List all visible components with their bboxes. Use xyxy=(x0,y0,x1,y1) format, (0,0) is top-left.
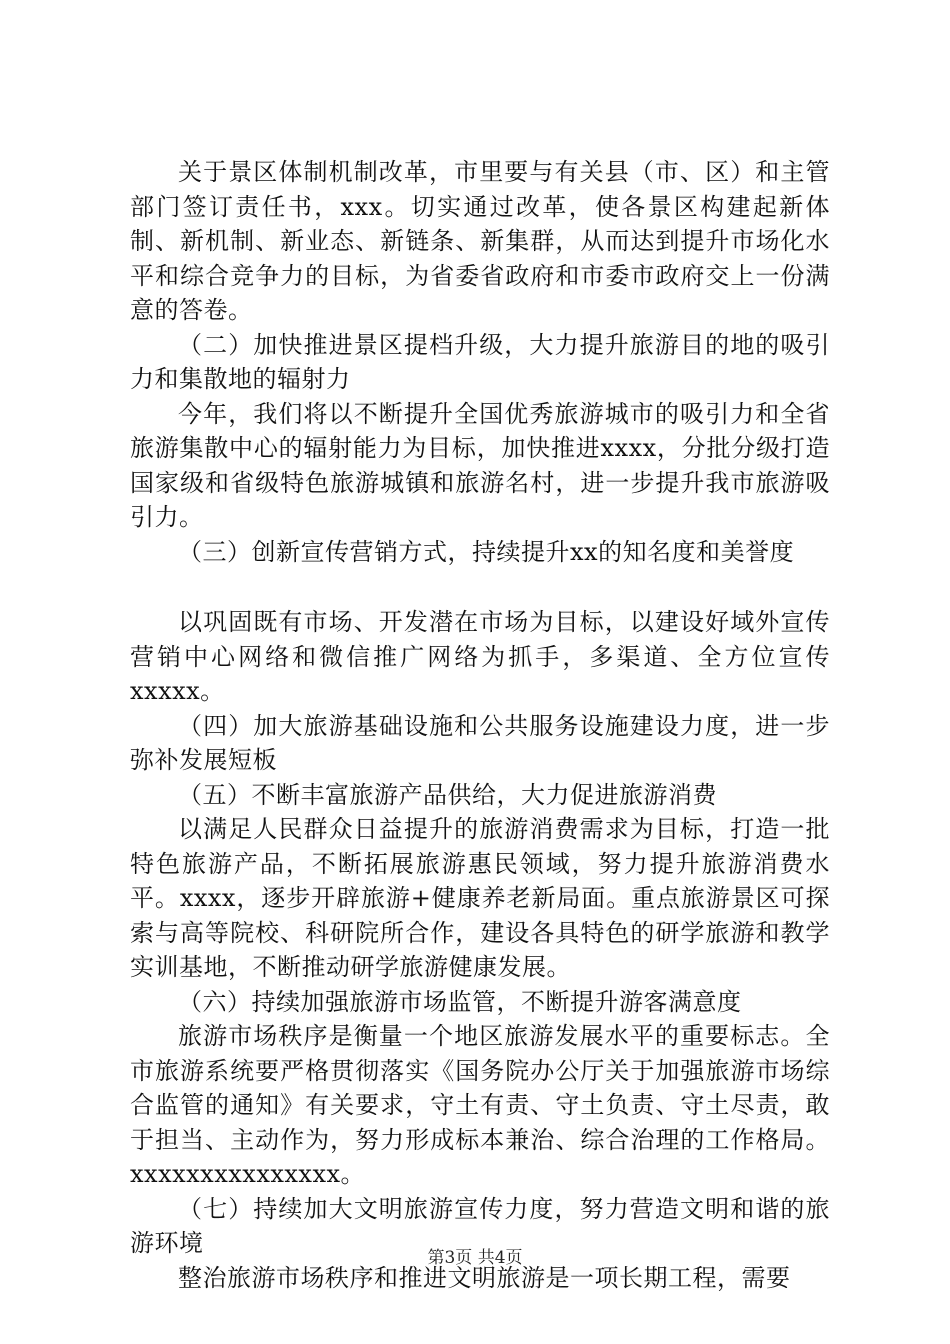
paragraph-consumption: 以满足人民群众日益提升的旅游消费需求为目标，打造一批特色旅游产品，不断拓展旅游惠民领域，努力提升旅游消费水平。xxxx，逐步开辟旅游+健康养老新局面。重点旅游景区可探索与高等院校、科研院所合作，建设各具特色的研学旅游和教学实训基地，不断推动研学旅游健康发展。 xyxy=(130,815,830,981)
heading-section-2: （二）加快推进景区提档升级，大力提升旅游目的地的吸引力和集散地的辐射力 xyxy=(130,330,830,393)
paragraph-reform-responsibility: 关于景区体制机制改革，市里要与有关县（市、区）和主管部门签订责任书，xxx。切实通过改革，使各景区构建起新体制、新机制、新业态、新链条、新集群，从而达到提升市场化水平和综合竞争力的目标，为省委省政府和市委市政府交上一份满意的答卷。 xyxy=(130,158,830,324)
paragraph-attraction: 今年，我们将以不断提升全国优秀旅游城市的吸引力和全省旅游集散中心的辐射能力为目标，加快推进xxxx，分批分级打造国家级和省级特色旅游城镇和旅游名村，进一步提升我市旅游吸引力。 xyxy=(130,399,830,531)
heading-section-4: （四）加大旅游基础设施和公共服务设施建设力度，进一步弥补发展短板 xyxy=(130,711,830,774)
heading-section-7: （七）持续加大文明旅游宣传力度，努力营造文明和谐的旅游环境 xyxy=(130,1194,830,1257)
paragraph-marketing: 以巩固既有市场、开发潜在市场为目标，以建设好域外宣传营销中心网络和微信推广网络为抓手，多渠道、全方位宣传xxxxx。 xyxy=(130,608,830,705)
heading-section-3: （三）创新宣传营销方式，持续提升xx的知名度和美誉度 xyxy=(178,537,795,566)
paragraph-market-supervision: 旅游市场秩序是衡量一个地区旅游发展水平的重要标志。全市旅游系统要严格贯彻落实《国务院办公厅关于加强旅游市场综合监管的通知》有关要求，守土有责、守土负责、守土尽责，敢于担当、主动作为，努力形成标本兼治、综合治理的工作格局。xxxxxxxxxxxxxxx。 xyxy=(130,1022,830,1188)
paragraph-civilized-tourism: 整治旅游市场秩序和推进文明旅游是一项长期工程，需要 xyxy=(178,1263,791,1292)
heading-section-5: （五）不断丰富旅游产品供给，大力促进旅游消费 xyxy=(178,780,717,809)
heading-section-6: （六）持续加强旅游市场监管，不断提升游客满意度 xyxy=(178,987,742,1016)
page-number: 第3页 共4页 xyxy=(427,1248,523,1268)
document-body xyxy=(130,155,830,1295)
